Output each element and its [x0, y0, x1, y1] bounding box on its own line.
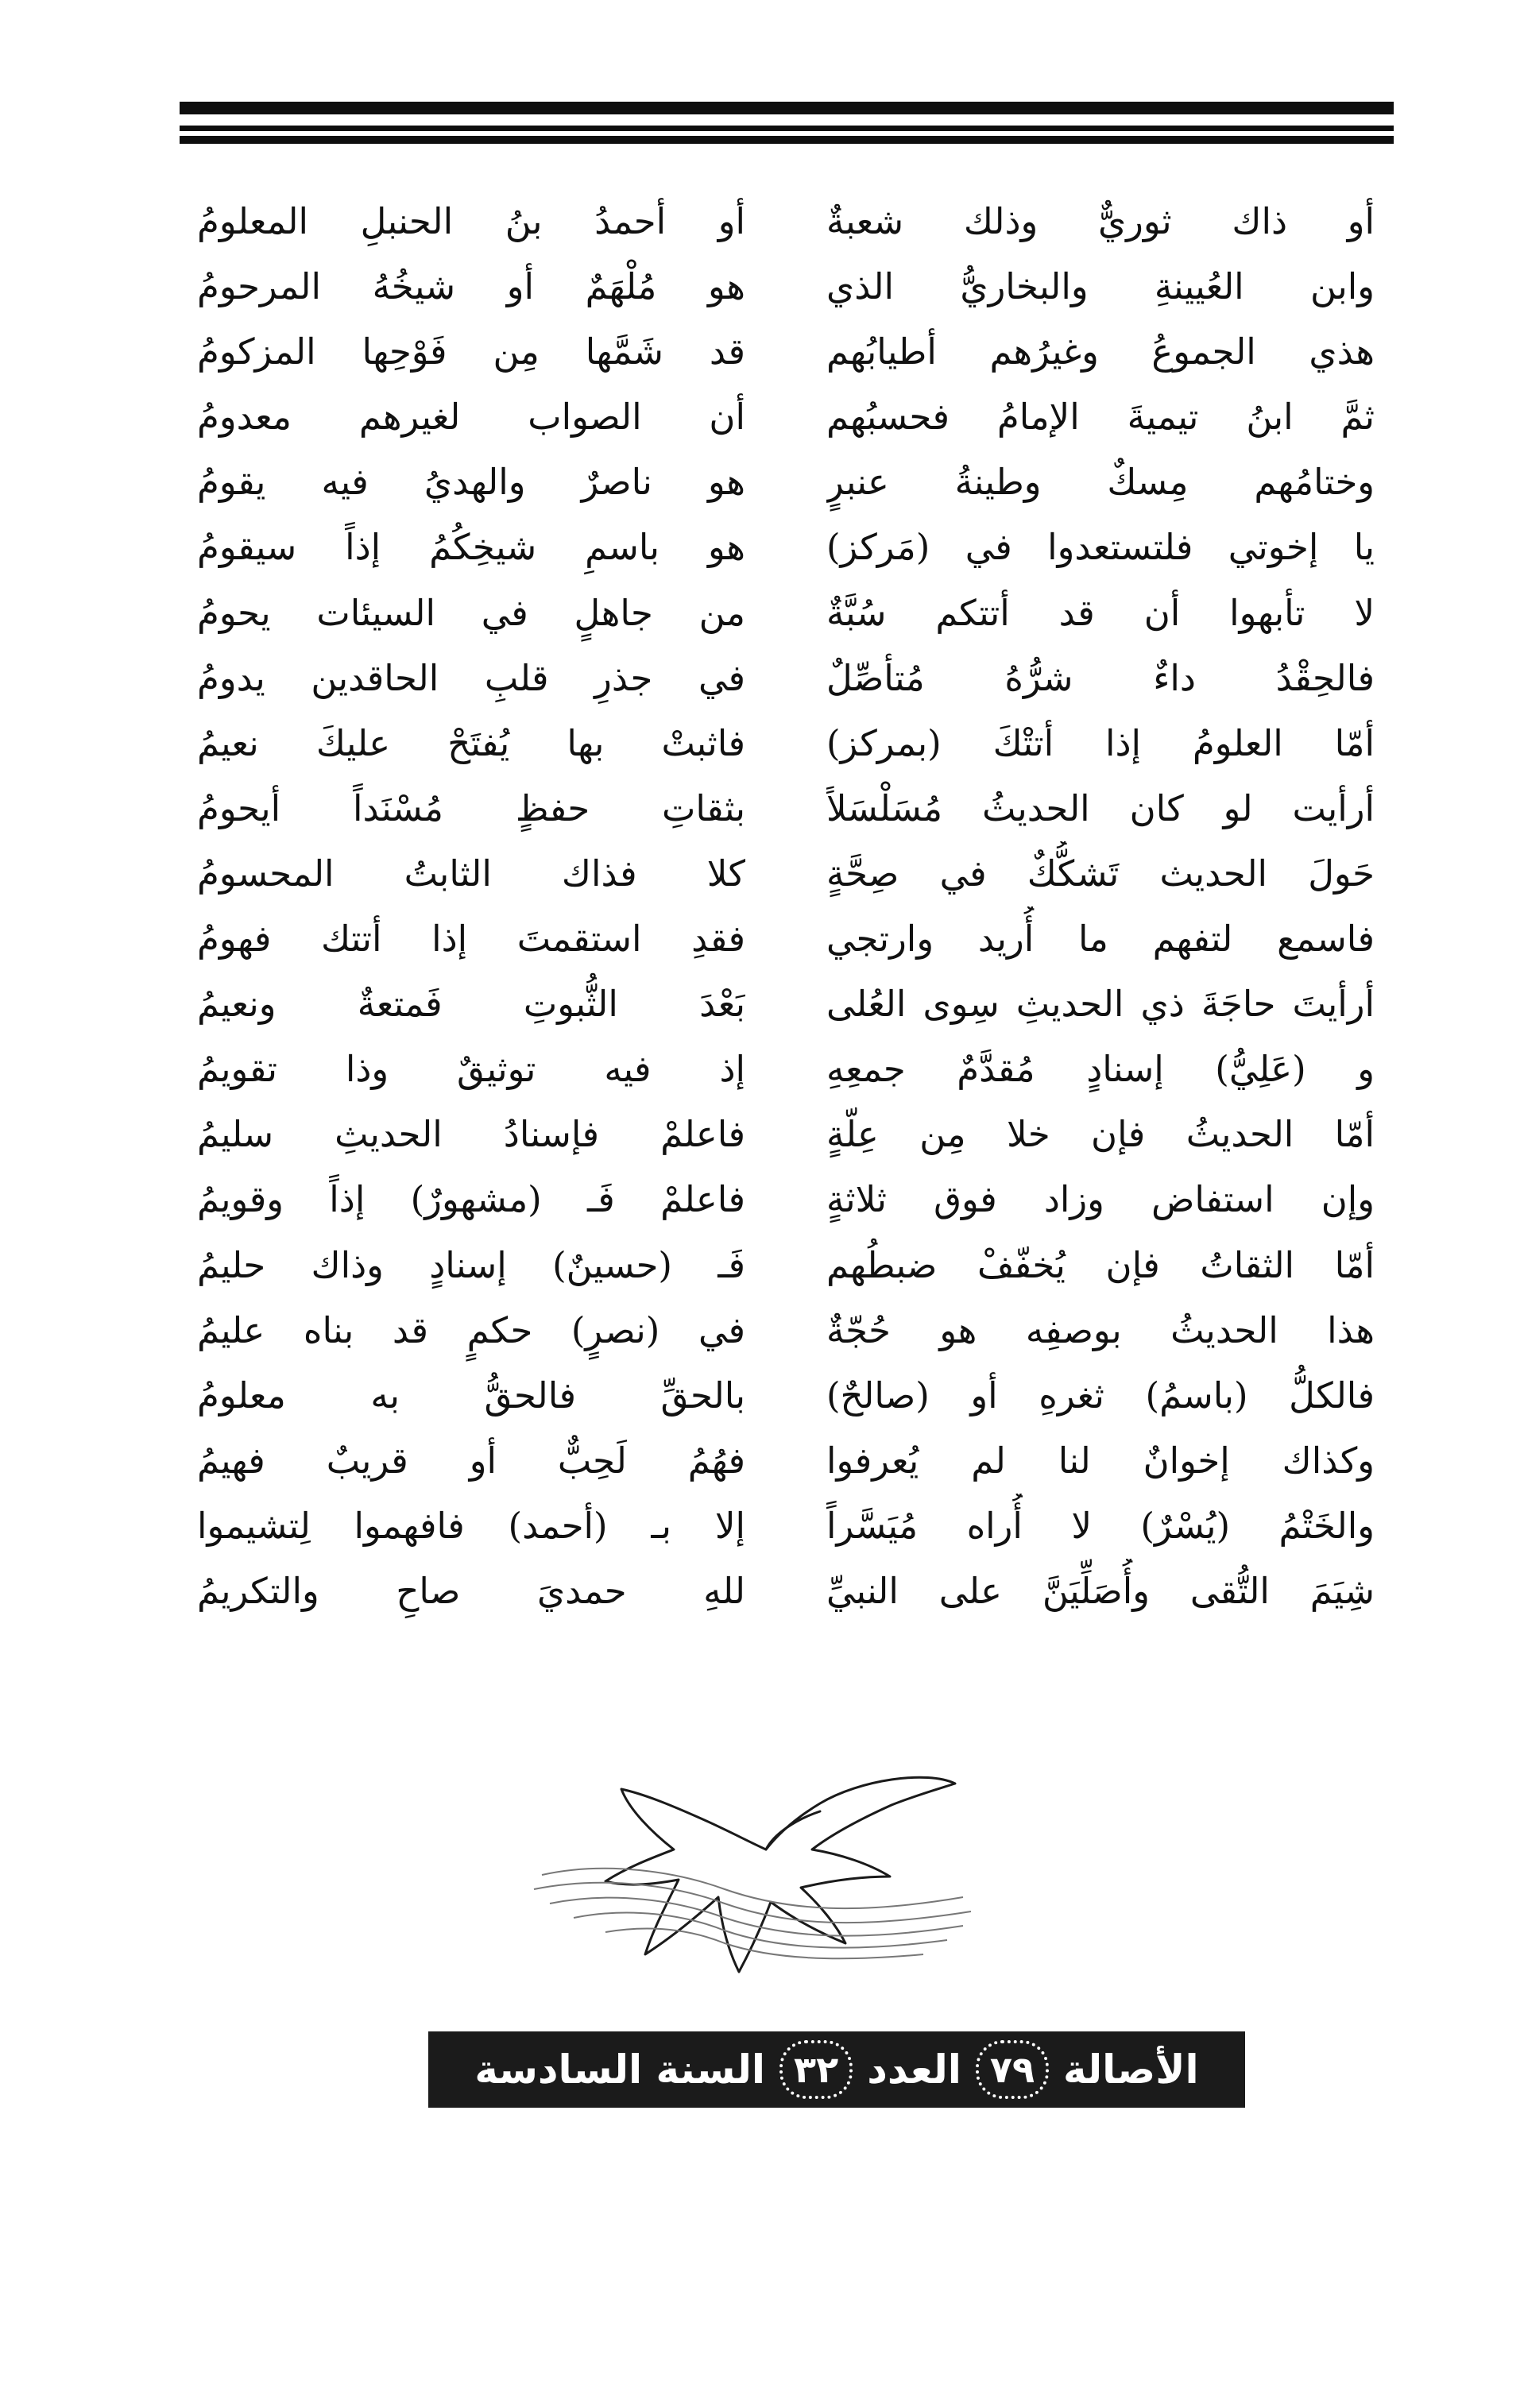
verse-right-hemistich: و (عَلِيُّ) إسنادٍ مُقدَّمٌ جمعِهِ [826, 1048, 1375, 1091]
verse-right-hemistich: والخَتْمُ (يُسْرٌ) لا أُراه مُيَسَّراً [826, 1504, 1375, 1547]
issue-number-badge: ٧٩ [976, 2040, 1049, 2099]
issue-label: العدد [867, 2047, 961, 2093]
verse-left-hemistich: فاثبتْ بها يُفتَحْ عليكَ نعيمُ [197, 721, 745, 764]
verse-right-hemistich: أمّا العلومُ إذا أتتْكَ (بمركز) [826, 721, 1375, 764]
verse-left-hemistich: في جذرِ قلبِ الحاقدين يدومُ [197, 656, 745, 699]
poem-right-column [826, 189, 1375, 1754]
verse-right-hemistich: يا إخوتي فلتستعدوا في (مَركز) [826, 526, 1375, 569]
top-rule-thin [180, 126, 1394, 131]
verse-right-hemistich: أمّا الثقاتُ فإن يُخفّفْ ضبطُهم [826, 1243, 1375, 1286]
year-label: السنة السادسة [474, 2047, 766, 2093]
verse-right-hemistich: أمّا الحديثُ فإن خلا مِن عِلّةٍ [826, 1113, 1375, 1156]
top-rule-thick [180, 102, 1394, 114]
verse-right-hemistich: شِيَمَ التُّقى وأُصَلِّيَنَّ على النبيِّ [826, 1569, 1375, 1612]
verse-right-hemistich: أو ذاك ثوريٌّ وذلك شعبةٌ [826, 200, 1375, 242]
verse-right-hemistich: ثمَّ ابنُ تيميةَ الإمامُ فحسبُهم [826, 396, 1375, 439]
verse-left-hemistich: إذ فيه توثيقٌ وذا تقويمُ [197, 1048, 745, 1091]
verse-left-hemistich: إلا بـ (أحمد) فافهموا لِتشيموا [197, 1504, 745, 1547]
verse-right-hemistich: وإن استفاض وزاد فوق ثلاثةٍ [826, 1178, 1375, 1221]
verse-right-hemistich: فاسمع لتفهم ما أُريد وارتجي [826, 918, 1375, 960]
verse-right-hemistich: فالحِقْدُ داءٌ شرُّهُ مُتأصِّلٌ [826, 656, 1375, 699]
verse-left-hemistich: هو مُلْهَمٌ أو شيخُهُ المرحومُ [197, 265, 745, 308]
verse-left-hemistich: فاعلمْ فإسنادُ الحديثِ سليمُ [197, 1113, 745, 1156]
verse-left-hemistich: فهُمُ لَحِبٌّ أو قريبٌ فهيمُ [197, 1439, 745, 1482]
top-rule-bottom [180, 136, 1394, 144]
verse-right-hemistich: هذا الحديثُ بوصفِه هو حُجّةٌ [826, 1308, 1375, 1351]
verse-left-hemistich: في (نصرٍ) حكمٍ قد بناه عليمُ [197, 1308, 745, 1351]
verse-right-hemistich: حَولَ الحديث تَشكُّكٌ في صِحَّةٍ [826, 852, 1375, 895]
verse-left-hemistich: هو ناصرٌ والهديُ فيه يقومُ [197, 461, 745, 504]
verse-right-hemistich: وكذاك إخوانٌ لنا لم يُعرفوا [826, 1439, 1375, 1482]
verse-right-hemistich: وابن العُيينةِ والبخاريُّ الذي [826, 265, 1375, 308]
year-number-badge: ٣٢ [779, 2040, 853, 2099]
verse-left-hemistich: كلا فذاك الثابتُ المحسومُ [197, 852, 745, 895]
verse-left-hemistich: أن الصواب لغيرهم معدومُ [197, 396, 745, 439]
verse-right-hemistich: أرأيت لو كان الحديثُ مُسَلْسَلاً [826, 787, 1375, 829]
verse-right-hemistich: لا تأبهوا أن قد أتتكم سُبَّةٌ [826, 591, 1375, 634]
verse-left-hemistich: فاعلمْ فَـ (مشهورٌ) إذاً وقويمُ [197, 1178, 745, 1221]
verse-right-hemistich: أرأيتَ حاجَةَ ذي الحديثِ سِوى العُلى [826, 983, 1375, 1026]
verse-left-hemistich: من جاهلٍ في السيئات يحومُ [197, 591, 745, 634]
verse-left-hemistich: للهِ حمديَ صاحِ والتكريمُ [197, 1569, 745, 1612]
verse-left-hemistich: فَـ (حسينٌ) إسنادٍ وذاك حليمُ [197, 1243, 745, 1286]
verse-left-hemistich: بالحقِّ فالحقُّ به معلومُ [197, 1374, 745, 1417]
verse-right-hemistich: فالكلُّ (باسمُ) ثغرهِ أو (صالحٌ) [826, 1374, 1375, 1417]
verse-left-hemistich: هو باسمِ شيخِكُمُ إذاً سيقومُ [197, 526, 745, 569]
verse-left-hemistich: قد شَمَّها مِن فَوْحِها المزكومُ [197, 330, 745, 373]
verse-right-hemistich: وختامُهم مِسكٌ وطينةُ عنبرٍ [826, 461, 1375, 504]
journal-footer-banner [428, 2031, 1245, 2108]
verse-left-hemistich: بَعْدَ الثُّبوتِ فَمتعةٌ ونعيمُ [197, 983, 745, 1026]
journal-name: الأصالة [1063, 2047, 1199, 2093]
verse-left-hemistich: فقدِ استقمتَ إذا أتتك فهومُ [197, 918, 745, 960]
verse-right-hemistich: هذي الجموعُ وغيرُهم أطيابُهم [826, 330, 1375, 373]
dove-ornament-icon [486, 1756, 1008, 1994]
verse-left-hemistich: أو أحمدُ بنُ الحنبلِ المعلومُ [197, 200, 745, 242]
poem-body [197, 189, 1375, 1754]
verse-left-hemistich: بثقاتِ حفظٍ مُسْنَداً أيحومُ [197, 787, 745, 829]
poem-left-column [197, 189, 745, 1754]
